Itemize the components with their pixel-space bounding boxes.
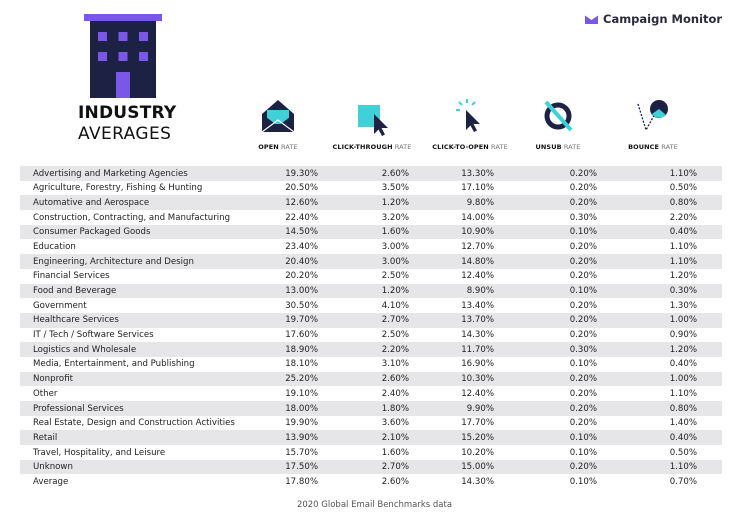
industry-name-cell: Financial Services: [33, 271, 110, 282]
table-row: [20, 430, 722, 445]
click-through-rate-cell: 3.00%: [381, 256, 409, 267]
table-row: [20, 342, 722, 357]
building-icon: [84, 14, 162, 98]
footer-caption: 2020 Global Email Benchmarks data: [296, 500, 453, 510]
table-row: [20, 372, 722, 387]
industry-name-cell: Engineering, Architecture and Design: [33, 256, 194, 267]
click-through-rate-cell: 1.20%: [381, 286, 409, 296]
industry-name-cell: Real Estate, Design and Construction Activities: [33, 418, 235, 429]
table-row: [20, 284, 722, 299]
table-row: [20, 181, 722, 196]
unsub-rate-cell: 0.10%: [569, 447, 597, 458]
bounce-rate-cell: 0.50%: [669, 183, 697, 194]
bounce-rate-cell: 0.70%: [669, 476, 697, 487]
unsub-rate-cell: 0.20%: [569, 271, 597, 282]
industry-name-cell: Media, Entertainment, and Publishing: [33, 359, 195, 370]
open-rate-cell: 25.20%: [285, 374, 318, 385]
unsub-rate-cell: 0.10%: [569, 286, 597, 296]
click-through-rate-cell: 3.00%: [381, 241, 409, 252]
open-rate-cell: 14.50%: [285, 227, 318, 238]
bounce-rate-cell: 0.80%: [669, 403, 697, 414]
table-row: [20, 460, 722, 475]
unsub-rate-cell: 0.30%: [569, 344, 597, 355]
column-label-click-to-open-rate: CLICK-TO-OPEN RATE: [432, 143, 508, 151]
campaign-monitor-logo-icon: [585, 15, 598, 24]
unsub-rate-cell: 0.10%: [569, 476, 597, 487]
click-through-rate-cell: 1.60%: [381, 447, 409, 458]
unsub-rate-cell: 0.10%: [569, 227, 597, 238]
table-row: [20, 445, 722, 460]
open-rate-cell: 22.40%: [285, 212, 318, 223]
unsub-rate-cell: 0.20%: [569, 330, 597, 341]
click-through-rate-cell: 2.70%: [381, 462, 409, 473]
column-header-click-to-open-rate: [420, 96, 520, 154]
click-through-rate-cell: 2.60%: [381, 168, 409, 179]
click-to-open-rate-cell: 16.90%: [461, 359, 494, 370]
unsub-rate-cell: 0.20%: [569, 197, 597, 208]
click-through-rate-cell: 3.50%: [381, 183, 409, 194]
unsub-rate-cell: 0.10%: [569, 359, 597, 370]
bounce-rate-cell: 0.30%: [669, 286, 697, 296]
click-to-open-icon: [450, 96, 490, 136]
bounce-icon: [633, 96, 673, 136]
click-to-open-rate-cell: 17.10%: [461, 183, 494, 194]
open-rate-cell: 18.90%: [285, 344, 318, 355]
industry-name-cell: Construction, Contracting, and Manufacturing: [33, 212, 231, 223]
table-row: [20, 328, 722, 343]
industry-name-cell: IT / Tech / Software Services: [33, 330, 154, 341]
column-label-open-rate: OPEN RATE: [258, 143, 298, 151]
industry-name-cell: Average: [33, 476, 69, 487]
click-to-open-rate-cell: 12.40%: [461, 271, 494, 282]
table-row: [20, 210, 722, 225]
open-rate-cell: 19.90%: [285, 418, 318, 429]
unsub-rate-cell: 0.20%: [569, 300, 597, 311]
click-through-icon: [350, 96, 394, 136]
industry-name-cell: Food and Beverage: [33, 286, 117, 296]
click-through-rate-cell: 2.70%: [381, 315, 409, 326]
click-through-rate-cell: 2.60%: [381, 476, 409, 487]
industry-name-cell: Government: [33, 300, 87, 311]
open-rate-cell: 19.10%: [285, 388, 318, 399]
page-title-line-2: AVERAGES: [78, 124, 172, 144]
industry-name-cell: Unknown: [33, 462, 73, 473]
table-row: [20, 474, 722, 489]
table-row: [20, 416, 722, 431]
click-to-open-rate-cell: 11.70%: [461, 344, 494, 355]
industry-name-cell: Retail: [33, 432, 58, 443]
column-label-unsub-rate: UNSUB RATE: [535, 143, 581, 151]
click-to-open-rate-cell: 12.70%: [461, 241, 494, 252]
bounce-rate-cell: 1.10%: [669, 388, 697, 399]
open-rate-cell: 20.20%: [285, 271, 318, 282]
click-to-open-rate-cell: 15.20%: [461, 432, 494, 443]
bounce-rate-cell: 0.90%: [669, 330, 697, 341]
open-rate-cell: 13.90%: [285, 432, 318, 443]
benchmark-table: [20, 166, 722, 489]
table-row: [20, 166, 722, 181]
click-to-open-rate-cell: 15.00%: [461, 462, 494, 473]
open-rate-cell: 15.70%: [285, 447, 318, 458]
click-to-open-rate-cell: 9.90%: [466, 403, 494, 414]
bounce-rate-cell: 1.00%: [669, 374, 697, 385]
unsub-rate-cell: 0.20%: [569, 315, 597, 326]
brand-logo: [585, 12, 722, 26]
unsub-rate-cell: 0.20%: [569, 374, 597, 385]
unsub-rate-cell: 0.20%: [569, 462, 597, 473]
click-to-open-rate-cell: 12.40%: [461, 388, 494, 399]
open-rate-cell: 18.00%: [285, 403, 318, 414]
open-rate-cell: 20.40%: [285, 256, 318, 267]
click-to-open-rate-cell: 13.70%: [461, 315, 494, 326]
table-row: [20, 386, 722, 401]
bounce-rate-cell: 1.30%: [669, 300, 697, 311]
open-rate-cell: 17.50%: [285, 462, 318, 473]
industry-name-cell: Logistics and Wholesale: [33, 344, 137, 355]
click-to-open-rate-cell: 10.20%: [461, 447, 494, 458]
column-header-bounce-rate: [603, 96, 703, 154]
unsub-rate-cell: 0.20%: [569, 418, 597, 429]
click-to-open-rate-cell: 10.90%: [461, 227, 494, 238]
table-row: [20, 401, 722, 416]
bounce-rate-cell: 1.10%: [669, 241, 697, 252]
bounce-rate-cell: 1.10%: [669, 168, 697, 179]
bounce-rate-cell: 1.20%: [669, 271, 697, 282]
click-through-rate-cell: 2.40%: [381, 388, 409, 399]
bounce-rate-cell: 0.40%: [669, 227, 697, 238]
click-to-open-rate-cell: 9.80%: [466, 197, 494, 208]
open-rate-cell: 12.60%: [285, 197, 318, 208]
click-to-open-rate-cell: 14.00%: [461, 212, 494, 223]
unsub-rate-cell: 0.20%: [569, 388, 597, 399]
table-row: [20, 357, 722, 372]
click-through-rate-cell: 3.10%: [381, 359, 409, 370]
open-rate-cell: 23.40%: [285, 241, 318, 252]
table-row: [20, 298, 722, 313]
open-rate-cell: 19.70%: [285, 315, 318, 326]
industry-name-cell: Professional Services: [33, 403, 124, 414]
click-through-rate-cell: 2.60%: [381, 374, 409, 385]
click-through-rate-cell: 2.20%: [381, 344, 409, 355]
column-header-click-through-rate: [322, 96, 422, 154]
unsub-rate-cell: 0.20%: [569, 168, 597, 179]
bounce-rate-cell: 0.40%: [669, 432, 697, 443]
industry-name-cell: Travel, Hospitality, and Leisure: [33, 447, 166, 458]
unsub-rate-cell: 0.20%: [569, 256, 597, 267]
unsub-rate-cell: 0.20%: [569, 241, 597, 252]
open-rate-cell: 18.10%: [285, 359, 318, 370]
click-through-rate-cell: 2.50%: [381, 271, 409, 282]
unsub-rate-cell: 0.30%: [569, 212, 597, 223]
unsub-rate-cell: 0.20%: [569, 403, 597, 414]
table-row: [20, 239, 722, 254]
industry-name-cell: Healthcare Services: [33, 315, 119, 326]
bounce-rate-cell: 1.10%: [669, 462, 697, 473]
brand-name: Campaign Monitor: [603, 12, 723, 26]
industry-name-cell: Consumer Packaged Goods: [33, 227, 151, 238]
open-rate-cell: 30.50%: [285, 300, 318, 311]
table-row: [20, 254, 722, 269]
table-row: [20, 225, 722, 240]
unsub-rate-cell: 0.20%: [569, 183, 597, 194]
open-rate-cell: 17.60%: [285, 330, 318, 341]
bounce-rate-cell: 2.20%: [669, 212, 697, 223]
click-through-rate-cell: 3.60%: [381, 418, 409, 429]
click-through-rate-cell: 4.10%: [381, 300, 409, 311]
unsubscribe-icon: [538, 96, 578, 136]
column-header-unsub-rate: [508, 96, 608, 154]
bounce-rate-cell: 1.20%: [669, 344, 697, 355]
industry-name-cell: Advertising and Marketing Agencies: [33, 168, 188, 179]
page-title-line-1: INDUSTRY: [78, 103, 177, 123]
click-through-rate-cell: 2.50%: [381, 330, 409, 341]
table-row: [20, 195, 722, 210]
industry-name-cell: Other: [33, 388, 58, 399]
open-rate-cell: 19.30%: [285, 168, 318, 179]
click-through-rate-cell: 2.10%: [381, 432, 409, 443]
bounce-rate-cell: 1.40%: [669, 418, 697, 429]
column-header-open-rate: [228, 96, 328, 154]
column-label-bounce-rate: BOUNCE RATE: [628, 143, 678, 151]
click-to-open-rate-cell: 14.80%: [461, 256, 494, 267]
click-to-open-rate-cell: 13.40%: [461, 300, 494, 311]
click-through-rate-cell: 3.20%: [381, 212, 409, 223]
industry-name-cell: Automative and Aerospace: [33, 197, 150, 208]
bounce-rate-cell: 1.10%: [669, 256, 697, 267]
click-to-open-rate-cell: 10.30%: [461, 374, 494, 385]
bounce-rate-cell: 1.00%: [669, 315, 697, 326]
envelope-icon: [258, 96, 298, 136]
table-row: [20, 313, 722, 328]
industry-name-cell: Nonprofit: [33, 374, 73, 385]
click-to-open-rate-cell: 13.30%: [461, 168, 494, 179]
open-rate-cell: 17.80%: [285, 476, 318, 487]
click-through-rate-cell: 1.20%: [381, 197, 409, 208]
click-to-open-rate-cell: 17.70%: [461, 418, 494, 429]
bounce-rate-cell: 0.50%: [669, 447, 697, 458]
open-rate-cell: 13.00%: [285, 286, 318, 296]
table-row: [20, 269, 722, 284]
open-rate-cell: 20.50%: [285, 183, 318, 194]
column-label-click-through-rate: CLICK-THROUGH RATE: [332, 143, 412, 151]
unsub-rate-cell: 0.10%: [569, 432, 597, 443]
bounce-rate-cell: 0.40%: [669, 359, 697, 370]
bounce-rate-cell: 0.80%: [669, 197, 697, 208]
click-to-open-rate-cell: 14.30%: [461, 476, 494, 487]
click-through-rate-cell: 1.60%: [381, 227, 409, 238]
industry-name-cell: Education: [33, 241, 76, 252]
click-to-open-rate-cell: 14.30%: [461, 330, 494, 341]
industry-name-cell: Agriculture, Forestry, Fishing & Hunting: [33, 183, 203, 194]
click-through-rate-cell: 1.80%: [381, 403, 409, 414]
click-to-open-rate-cell: 8.90%: [466, 286, 494, 296]
